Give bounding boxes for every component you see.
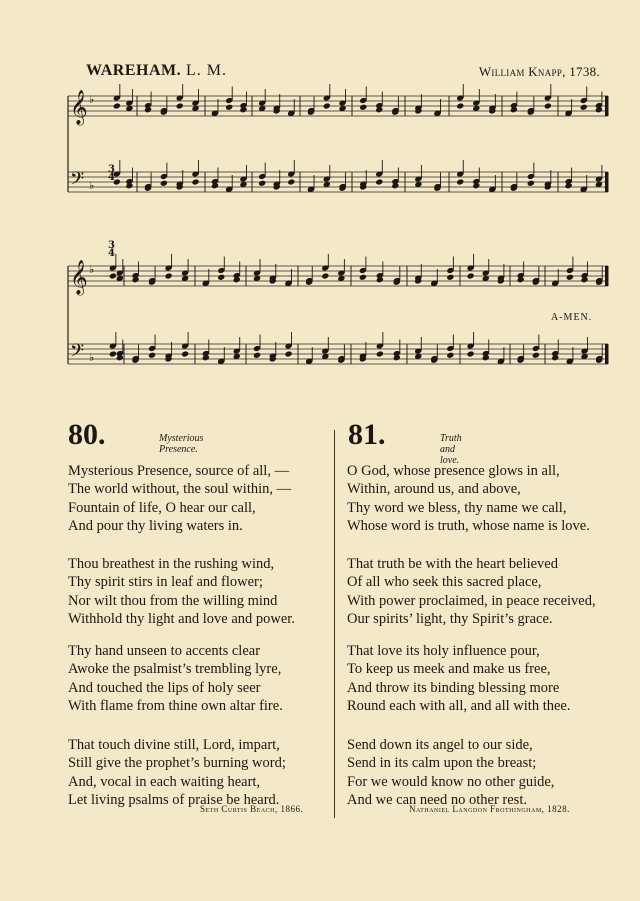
bass-notehead-lower	[284, 350, 292, 357]
stanza	[68, 642, 283, 715]
treble-notehead-lower	[446, 274, 454, 281]
treble-notehead-lower	[456, 102, 464, 109]
hymn-author: Nathaniel Langdon Frothingham, 1828.	[409, 804, 570, 814]
bass-notehead-lower	[446, 352, 454, 359]
bass-notehead-lower	[456, 178, 464, 185]
amen-label: A-MEN.	[551, 312, 593, 323]
flat-sign-icon: ♭	[89, 351, 95, 364]
stanza	[68, 555, 295, 628]
treble-notehead-lower	[595, 106, 603, 113]
treble-notehead-lower	[217, 274, 225, 281]
treble-notehead-lower	[176, 102, 184, 109]
treble-notehead-lower	[544, 102, 552, 109]
flat-sign-icon: ♭	[89, 263, 95, 276]
verse-line: That love its holy influence pour,	[347, 643, 540, 659]
bass-notehead-lower	[181, 350, 189, 357]
hymn-author: Seth Curtis Beach, 1866.	[200, 804, 304, 814]
hymn-number: 80.	[68, 418, 106, 451]
final-barline	[605, 172, 608, 192]
verse-line: Awoke the psalmist’s trembling lyre,	[68, 661, 282, 678]
stanza	[347, 462, 590, 535]
verse-line: Whose word is truth, whose name is love.	[347, 517, 590, 534]
treble-notehead-lower	[580, 104, 588, 111]
time-signature: 3	[108, 164, 115, 175]
treble-clef-icon: 𝄞	[70, 90, 88, 125]
verse-line: O God, whose presence glows in all,	[347, 463, 560, 479]
verse-line: And pour thy living waters in.	[68, 517, 243, 534]
treble-notehead-lower	[359, 274, 367, 281]
verse-line: For we would know no other guide,	[347, 773, 555, 790]
stanza	[347, 642, 570, 715]
verse-line: Of all who seek this sacred place,	[347, 574, 542, 591]
treble-notehead-lower	[359, 104, 367, 111]
verse-line: To keep us meek and make us free,	[347, 661, 551, 678]
treble-notehead-lower	[233, 276, 241, 283]
bass-notehead-lower	[160, 180, 168, 187]
bass-notehead-lower	[258, 180, 266, 187]
stanza	[347, 555, 596, 628]
treble-notehead-lower	[375, 106, 383, 113]
verse-line: That touch divine still, Lord, impart,	[68, 737, 280, 753]
treble-notehead-lower	[144, 106, 152, 113]
treble-notehead-lower	[113, 102, 121, 109]
bass-notehead-lower	[125, 182, 133, 189]
verse-line: Thy hand unseen to accents clear	[68, 643, 261, 659]
bass-notehead-lower	[202, 354, 210, 361]
time-signature: 3	[108, 240, 115, 251]
final-barline	[605, 96, 608, 116]
bass-notehead-lower	[109, 350, 117, 357]
verse-line: Send down its angel to our side,	[347, 737, 533, 753]
verse-line: Thy word we bless, thy name we call,	[347, 499, 567, 516]
treble-notehead-lower	[165, 272, 173, 279]
time-signature: 4	[108, 172, 115, 183]
bass-notehead-lower	[527, 180, 535, 187]
verse-line: The world without, the soul within, —	[68, 481, 292, 498]
verse-line: And we can need no other rest.	[347, 791, 527, 808]
bass-notehead-lower	[467, 350, 475, 357]
bass-notehead-lower	[565, 182, 573, 189]
treble-notehead-lower	[323, 102, 331, 109]
verse-line: Fountain of life, O hear our call,	[68, 499, 256, 516]
time-signature: 4	[108, 248, 115, 259]
bass-notehead-lower	[211, 182, 219, 189]
bass-notehead-lower	[391, 182, 399, 189]
final-barline	[605, 266, 608, 286]
verse-line: That truth be with the heart believed	[347, 556, 558, 572]
bass-notehead-lower	[375, 178, 383, 185]
verse-line: Thy spirit stirs in leaf and flower;	[68, 574, 263, 591]
verse-line: And touched the lips of holy seer	[68, 679, 261, 696]
verse-line: Our spirits’ light, thy Spirit’s grace.	[347, 610, 553, 627]
treble-notehead-lower	[321, 272, 329, 279]
hymn-number: 81.	[348, 418, 386, 451]
bass-notehead-lower	[472, 182, 480, 189]
verse-line: Within, around us, and above,	[347, 481, 521, 498]
treble-notehead-lower	[517, 276, 525, 283]
treble-notehead-lower	[239, 106, 247, 113]
bass-notehead-lower	[148, 352, 156, 359]
treble-notehead-lower	[132, 276, 140, 283]
bass-notehead-lower	[191, 178, 199, 185]
treble-notehead-lower	[566, 274, 574, 281]
bass-notehead-lower	[482, 354, 490, 361]
treble-notehead-lower	[225, 104, 233, 111]
verse-line: Still give the prophet’s burning word;	[68, 755, 286, 772]
stanza	[68, 462, 291, 535]
verse-line: Mysterious Presence, source of all, —	[68, 463, 290, 479]
column-divider	[334, 430, 335, 818]
bass-notehead-lower	[253, 352, 261, 359]
stanza	[347, 736, 554, 809]
verse-line: Send in its calm upon the breast;	[347, 755, 537, 772]
bass-notehead-lower	[393, 354, 401, 361]
verse-line: And, vocal in each waiting heart,	[68, 773, 261, 790]
bass-notehead-lower	[116, 354, 124, 361]
music-score	[0, 80, 640, 380]
verse-line: Let living psalms of praise be heard.	[68, 791, 280, 808]
verse-line: Nor wilt thou from the willing mind	[68, 592, 278, 609]
verse-line: Thou breathest in the rushing wind,	[68, 556, 275, 572]
tune-title: WAREHAM.	[86, 62, 182, 79]
bass-notehead-lower	[287, 178, 295, 185]
flat-sign-icon: ♭	[89, 93, 95, 106]
bass-notehead-lower	[376, 350, 384, 357]
verse-line: And throw its binding blessing more	[347, 679, 560, 696]
flat-sign-icon: ♭	[89, 179, 95, 192]
hymn-subtitle: Truth and love.	[440, 433, 462, 466]
verse-line: With power proclaimed, in peace received,	[347, 592, 596, 609]
verse-line: Withhold thy light and love and power.	[68, 610, 295, 627]
treble-notehead-lower	[467, 272, 475, 279]
final-barline	[605, 344, 608, 364]
hymn-subtitle: Mysterious Presence.	[159, 433, 204, 455]
bass-clef-icon: 𝄢	[70, 341, 85, 366]
verse-line: Round each with all, and all with thee.	[347, 697, 571, 714]
verse-line: With flame from thine own altar fire.	[68, 697, 283, 714]
tune-meter: L. M.	[186, 62, 227, 79]
treble-notehead-lower	[581, 276, 589, 283]
bass-clef-icon: 𝄢	[70, 169, 85, 194]
tune-composer: William Knapp, 1738.	[478, 64, 600, 79]
bass-notehead-lower	[551, 354, 559, 361]
treble-notehead-lower	[109, 272, 117, 279]
stanza	[68, 736, 286, 809]
bass-notehead-lower	[532, 352, 540, 359]
treble-notehead-lower	[510, 106, 518, 113]
treble-clef-icon: 𝄞	[70, 260, 88, 295]
treble-notehead-lower	[376, 276, 384, 283]
